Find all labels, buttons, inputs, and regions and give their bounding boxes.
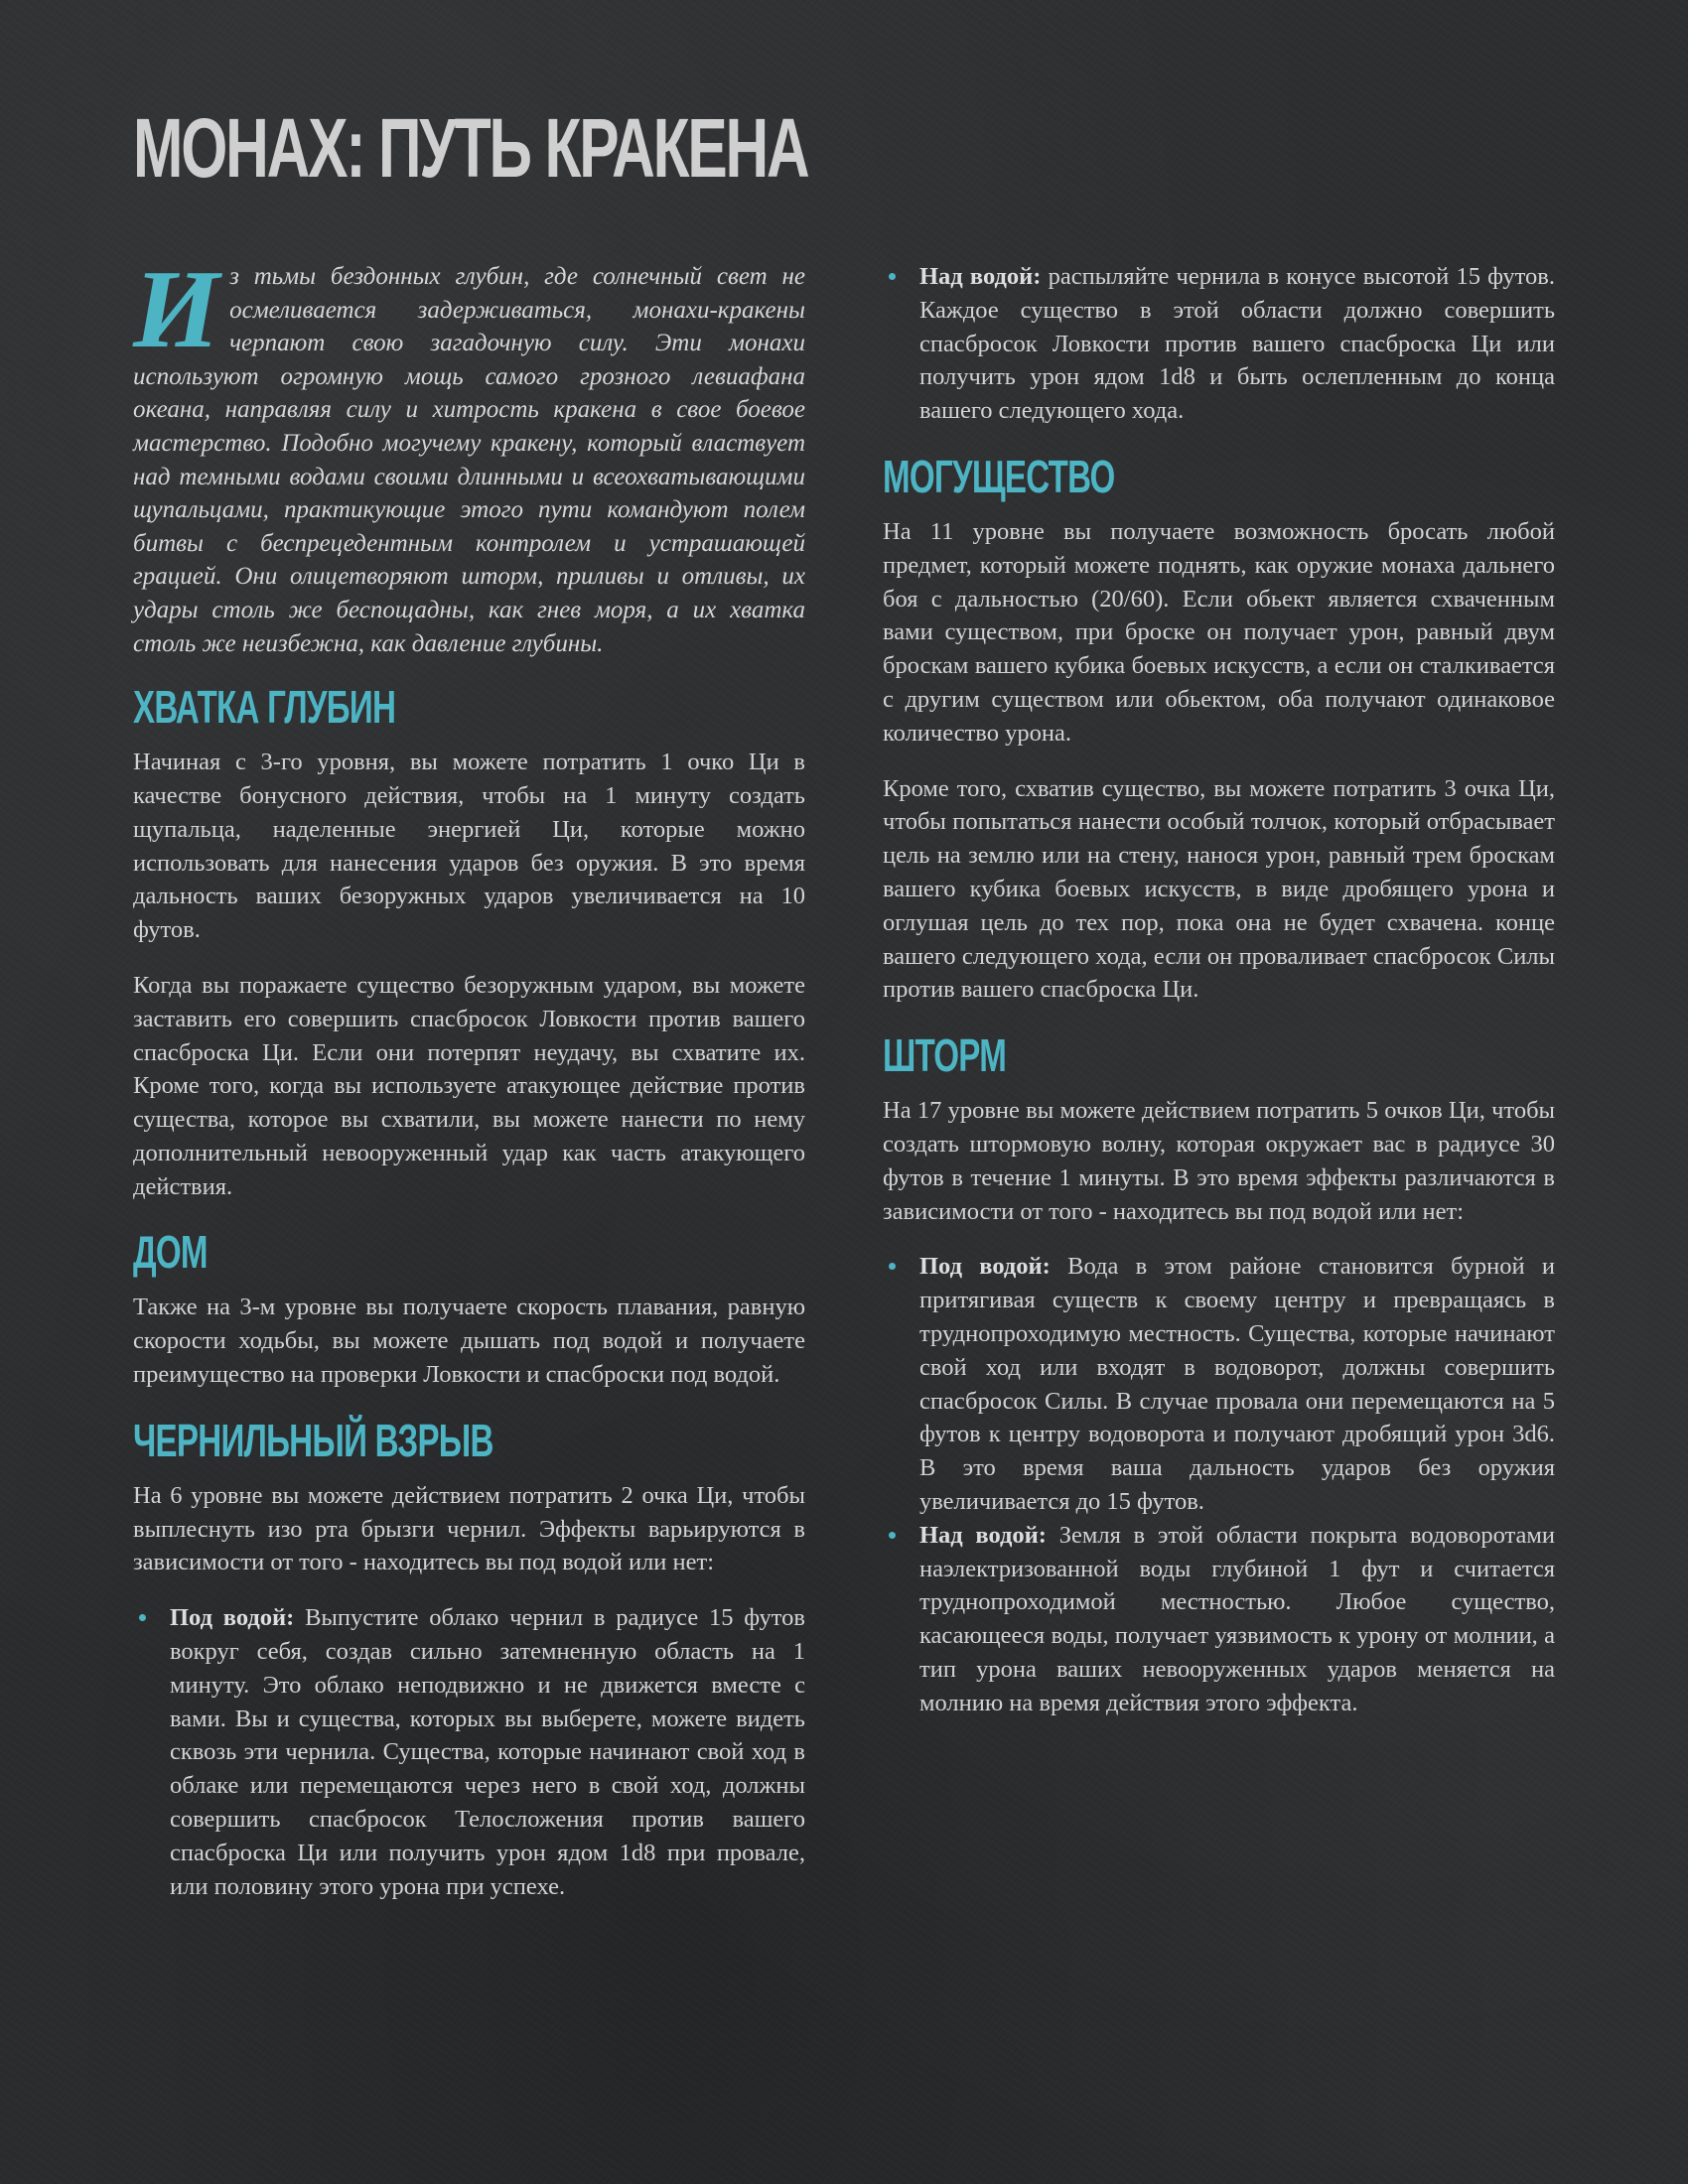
ink-bullet-list-continued [883,260,1555,428]
bullet-text: распыляйте чернила в конусе высотой 15 футов. Каждое существо в этой области должно совершить спасбросок Ловкости против вашего спасброска Ци или получить урон ядом 1d8 и быть ослепленным до конца вашего следующего хода. [919,263,1555,425]
bullet-label: Под водой: [170,1604,295,1632]
storm-bullet-list [883,1250,1555,1719]
bullet-text: Вода в этом районе становится бурной и притягивая существ к своему центру и превращаясь в труднопроходимую местность. Существа, которые начинают свой ход или входят в водоворот, должны совершить спасбросок Силы. В случае провала они перемещаются на 5 футов к центру водоворота и получают дробящий урон 3d6. В это время ваша дальность ударов без оружия увеличивается до 15 футов. [919,1253,1555,1515]
section-home [133,1225,805,1391]
grip-paragraph-2: Когда вы поражаете существо безоружным ударом, вы можете заставить его совершить спасбросок Ловкости против вашего спасброска Ци. Если они потерпят неудачу, вы схватите их. Кроме того, когда вы используете атакующее действие против существа, которое вы схватили, вы можете нанести по нему дополнительный невооруженный удар как часть атакующего действия. [133,971,805,1200]
left-column [133,248,805,1921]
bullet-text: Выпустите облако чернил в радиусе 15 футов вокруг себя, создав сильно затемненную область на 1 минуту. Это облако неподвижно и не движется вместе с вами. Вы и существа, которых вы выберете, можете видеть сквозь эти чернила. Существа, которые начинают свой ход в облаке или перемещаются через него в свой ход, должны совершить спасбросок Телосложения против вашего спасброска Ци или получить урон ядом 1d8 при провале, или половину этого урона при успехе. [170,1604,805,1900]
section-heading-home: ДОМ [133,1226,208,1279]
bullet-dot-icon [889,273,896,280]
bullet-item-abovewater [919,1519,1555,1720]
might-paragraph-1: На 11 уровне вы получаете возможность бросать любой предмет, который можете поднять, как оружие монаха дальнего боя с дальностью (20/60). Если обьект является схваченным вами существом, при броске он получает урон, равный двум броскам вашего кубика боевых искусств, а если он сталкивается с другим существом или обьектом, оба получают одинаковое количество урона. [883,517,1555,747]
grip-paragraph-1: Начиная с 3-го уровня, вы можете потратить 1 очко Ци в качестве бонусного действия, чтобы на 1 минуту создать щупальца, наделенные энергией Ци, которые можно использовать для нанесения ударов без оружия. В это время дальность ваших безоружных ударов увеличивается на 10 футов. [133,749,805,944]
right-column [883,260,1555,1737]
ink-bullet-list [133,1601,805,1903]
bullet-item-underwater [919,1250,1555,1518]
bullet-label: Под водой: [919,1253,1051,1281]
section-might [883,450,1555,1007]
section-ink [133,1414,805,1904]
intro-text: з тьмы бездонных глубин, где солнечный свет не осмеливается задерживаться, монахи-кракены черпают свою загадочную силу. Эти монахи используют огромную мощь самого грозного левиафана океана, направляя силу и хитрость кракена в свое боевое мастерство. Подобно могучему кракену, который властвует над темными водами своими длинными и всеохватывающими щупальцами, практикующие этого пути командуют полем битвы с беспрецедентным контролем и устрашающей грацией. Они олицетворяют шторм, приливы и отливы, их удары столь же беспощадны, как гнев моря, а их хватка столь же неизбежна, как давление глубины. [133,263,805,657]
drop-cap: И [133,248,220,371]
home-paragraph-1: Также на 3-м уровне вы получаете скорость плавания, равную скорости ходьбы, вы можете дышать под водой и получаете преимущество на проверки Ловкости и спасброски под водой. [133,1294,805,1389]
bullet-label: Над водой: [919,1521,1047,1549]
bullet-dot-icon [889,1532,896,1539]
bullet-item-abovewater [919,260,1555,428]
bullet-dot-icon [889,1263,896,1270]
section-heading-ink: ЧЕРНИЛЬНЫЙ ВЗРЫВ [133,1414,493,1466]
section-heading-storm: ШТОРМ [883,1029,1007,1082]
section-heading-grip: ХВАТКА ГЛУБИН [133,681,396,734]
might-paragraph-2: Кроме того, схватив существо, вы можете потратить 3 очка Ци, чтобы попытаться нанести особый толчок, который отбрасывает цель на землю или на стену, нанося урон, равный трем броскам вашего кубика боевых искусств, в виде дробящего урона и оглушая цель до тех пор, пока она не будет схвачена. конце вашего следующего хода, если он проваливает спасбросок Силы против вашего спасброска Ци. [883,774,1555,1004]
bullet-dot-icon [139,1614,146,1621]
bullet-item-underwater [170,1601,805,1903]
page-title: МОНАХ: ПУТЬ КРАКЕНА [133,101,808,195]
intro-paragraph [133,248,805,660]
ink-paragraph-1: На 6 уровне вы можете действием потратить 2 очка Ци, чтобы выплеснуть изо рта брызги чернил. Эффекты варьируются в зависимости от того - находитесь вы под водой или нет: [133,1481,805,1576]
storm-paragraph-1: На 17 уровне вы можете действием потратить 5 очков Ци, чтобы создать штормовую волну, которая окружает вас в радиусе 30 футов в течение 1 минуты. В это время эффекты различаются в зависимости от того - находитесь вы под водой или нет: [883,1097,1555,1225]
section-heading-might: МОГУЩЕСТВО [883,450,1115,502]
section-grip [133,680,805,1203]
section-storm [883,1028,1555,1719]
bullet-label: Над водой: [919,263,1042,290]
bullet-text: Земля в этой области покрыта водоворотами наэлектризованной воды глубиной 1 фут и считается труднопроходимой местностью. Любое существо, касающееся воды, получает уязвимость к урону от молнии, а тип урона ваших невооруженных ударов меняется на молнию на время действия этого эффекта. [919,1521,1556,1716]
